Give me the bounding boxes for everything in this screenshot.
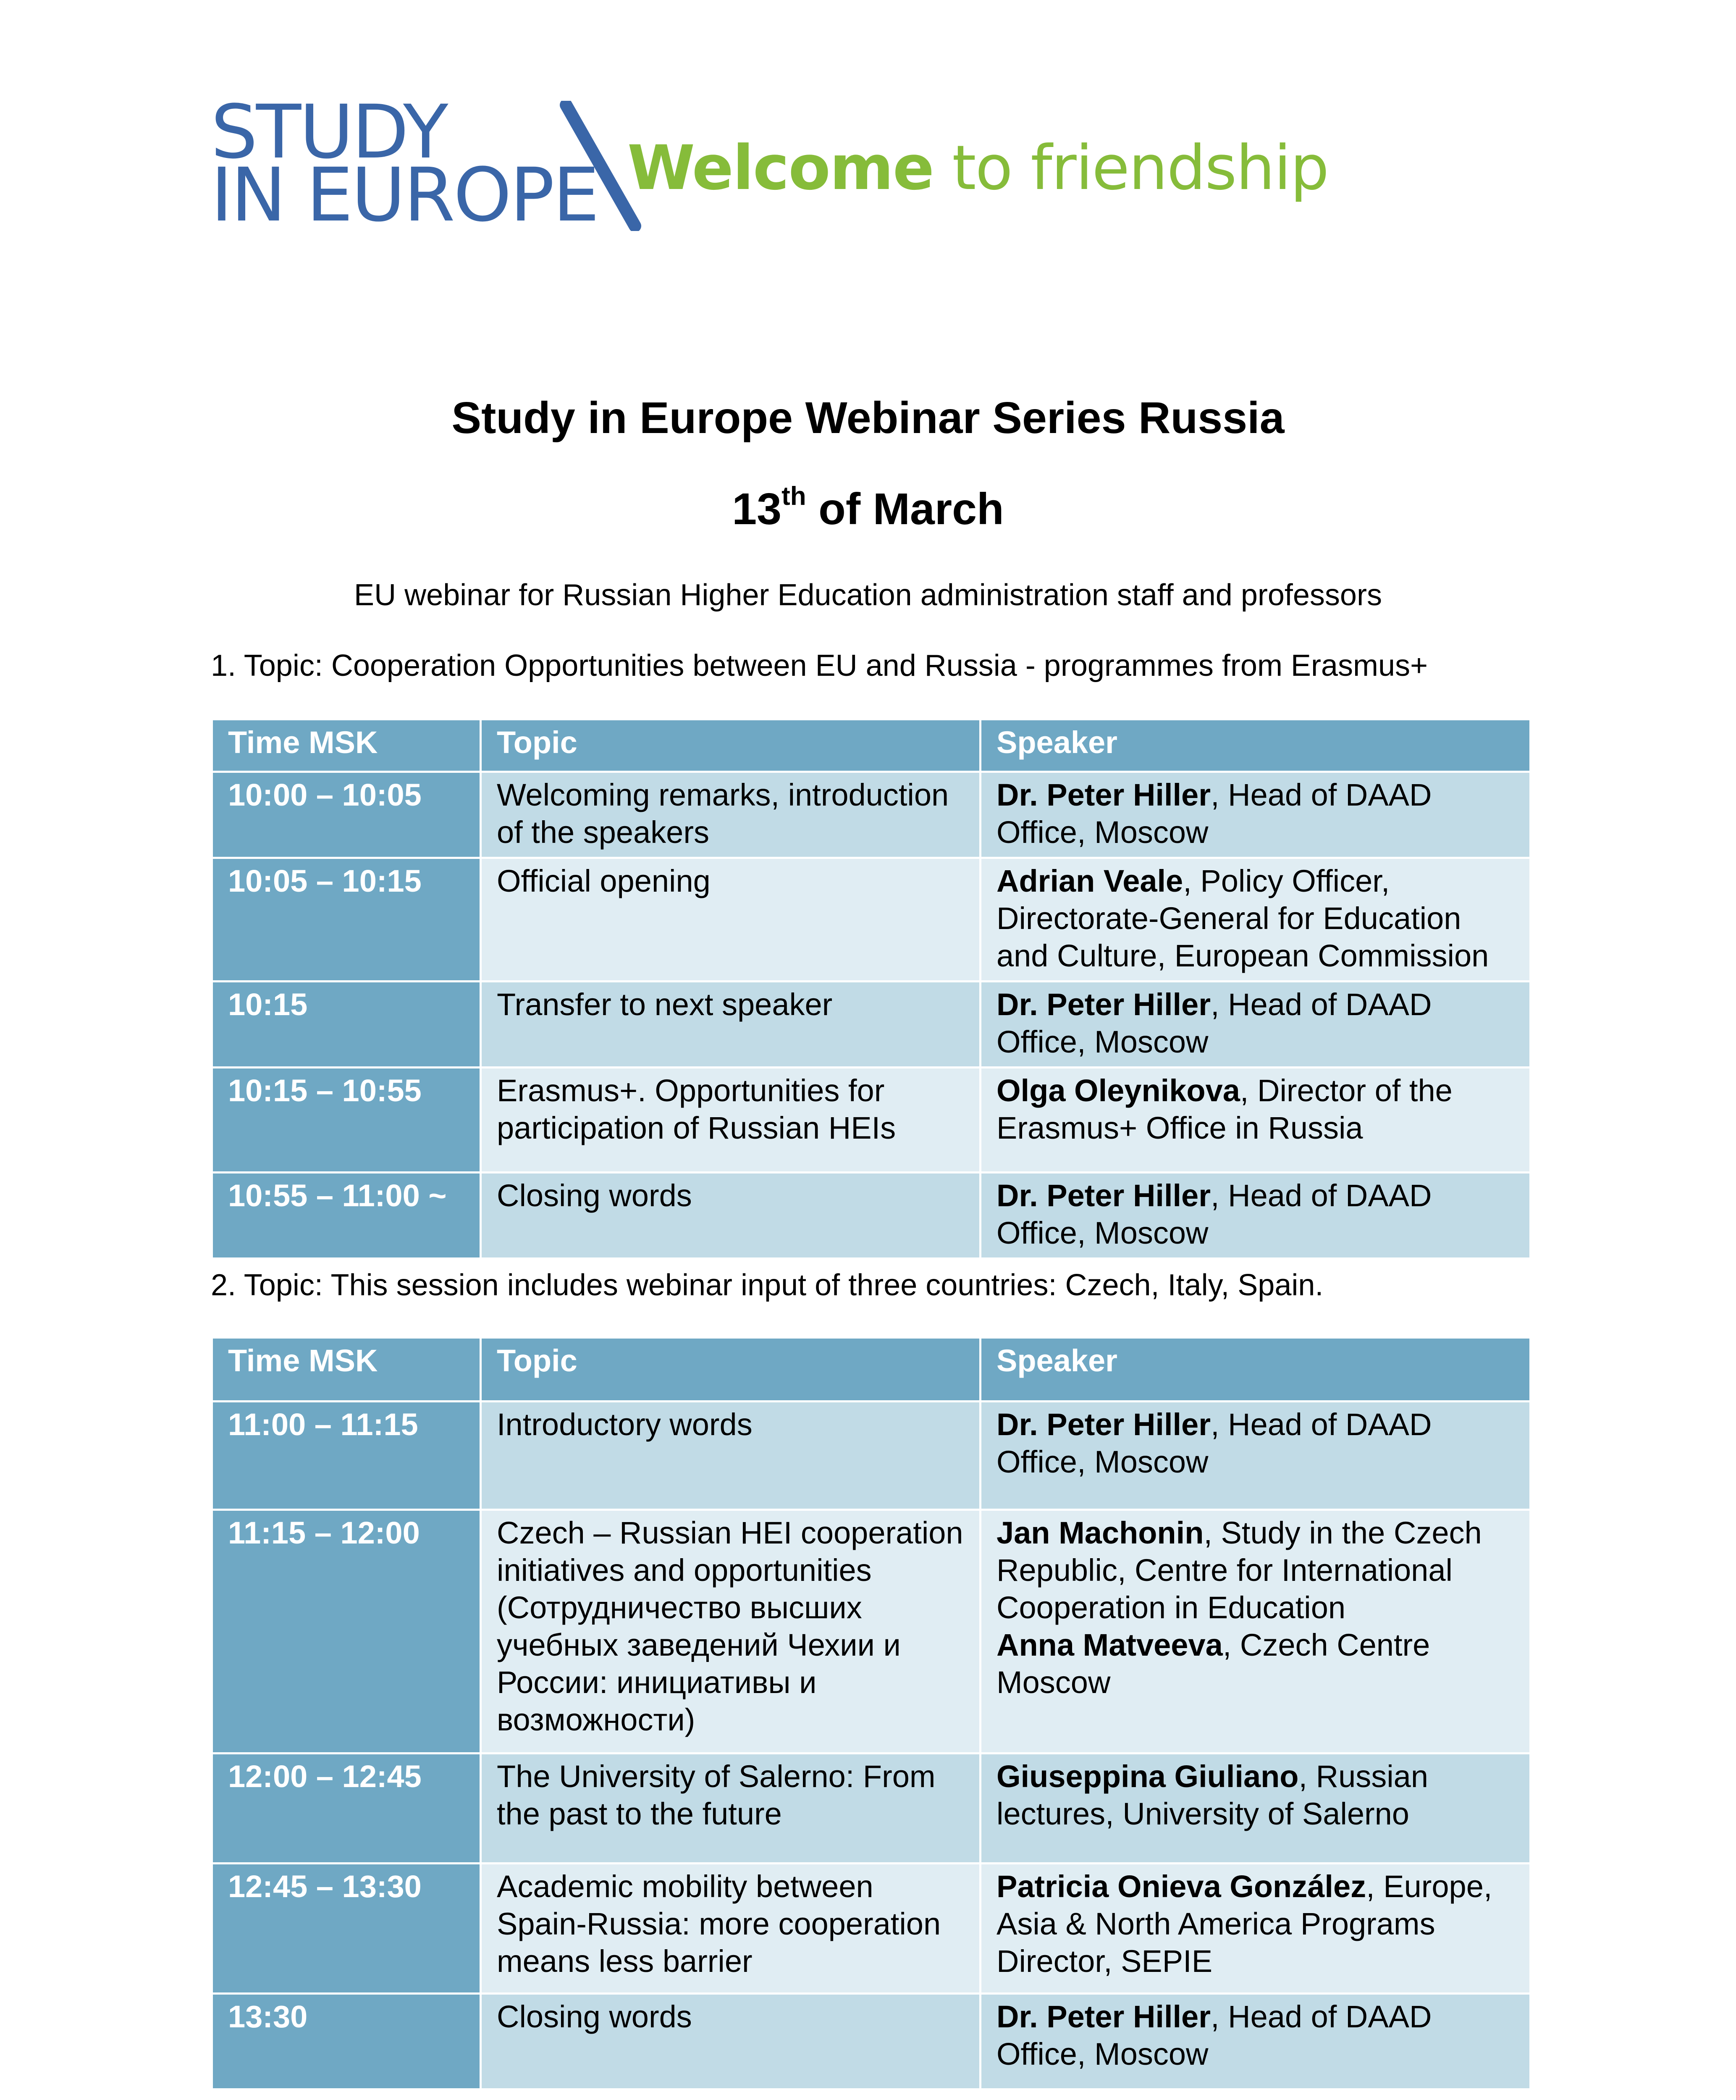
speaker-cell: [981, 772, 1531, 858]
speaker-cell: [981, 1510, 1531, 1754]
schedule-table-1: [211, 718, 1531, 1260]
topic-cell: The University of Salerno: From the past to the future: [481, 1754, 981, 1864]
speaker-entry: [996, 1514, 1514, 1626]
speaker-role: , Europe, Asia & North America Programs Director, SEPIE: [996, 1869, 1492, 1979]
header-speaker: Speaker: [981, 719, 1531, 772]
topic-cell: Transfer to next speaker: [481, 982, 981, 1068]
speaker-cell: [981, 1864, 1531, 1994]
section-1-topic: 1. Topic: Cooperation Opportunities between EU and Russia - programmes from Erasmus+: [211, 649, 1428, 682]
speaker-role: , Study in the Czech Republic, Centre for International Cooperation in Education: [996, 1515, 1482, 1625]
speaker-cell: [981, 1754, 1531, 1864]
logo-tagline: [627, 126, 1328, 210]
table-row: [212, 982, 1531, 1068]
speaker-name: Patricia Onieva González: [996, 1869, 1366, 1904]
topic-cell: Czech – Russian HEI cooperation initiatives and opportunities (Сотрудничество высших учебных заведений Чехии и России: инициативы и возможности): [481, 1510, 981, 1754]
speaker-role: , Head of DAAD Office, Moscow: [996, 1407, 1432, 1479]
header-speaker: Speaker: [981, 1338, 1531, 1402]
subtitle: EU webinar for Russian Higher Education administration staff and professors: [354, 578, 1382, 612]
table-row: [212, 858, 1531, 982]
header-topic: Topic: [481, 1338, 981, 1402]
speaker-name: Dr. Peter Hiller: [996, 1407, 1211, 1442]
speaker-name: Dr. Peter Hiller: [996, 987, 1211, 1022]
speaker-role: , Head of DAAD Office, Moscow: [996, 1999, 1432, 2071]
speaker-name: Dr. Peter Hiller: [996, 777, 1211, 812]
time-cell: 11:15 – 12:00: [212, 1510, 481, 1754]
speaker-role: , Head of DAAD Office, Moscow: [996, 777, 1432, 850]
event-date: [0, 480, 1736, 538]
speaker-name: Adrian Veale: [996, 864, 1183, 898]
speaker-role: , Russian lectures, University of Salerno: [996, 1759, 1428, 1831]
speaker-role: , Director of the Erasmus+ Office in Russia: [996, 1073, 1453, 1145]
table-row: [212, 772, 1531, 858]
table-header-row: [212, 719, 1531, 772]
header-time: Time MSK: [212, 1338, 481, 1402]
speaker-name: Jan Machonin: [996, 1515, 1204, 1550]
speaker-cell: [981, 1994, 1531, 2090]
section-2-topic: 2. Topic: This session includes webinar input of three countries: Czech, Italy, Spain.: [211, 1268, 1324, 1302]
speaker-name: Dr. Peter Hiller: [996, 1178, 1211, 1213]
date-suffix: th: [781, 481, 806, 511]
topic-cell: Closing words: [481, 1173, 981, 1259]
table-row: [212, 1994, 1531, 2090]
logo-line-2: IN EUROPE: [211, 152, 598, 238]
speaker-cell: [981, 858, 1531, 982]
time-cell: 12:45 – 13:30: [212, 1864, 481, 1994]
study-in-europe-logo: [211, 89, 1329, 239]
speaker-name: Olga Oleynikova: [996, 1073, 1240, 1108]
speaker-name: Giuseppina Giuliano: [996, 1759, 1299, 1794]
time-cell: 10:55 – 11:00 ~: [212, 1173, 481, 1259]
time-cell: 13:30: [212, 1994, 481, 2090]
speaker-role: , Head of DAAD Office, Moscow: [996, 987, 1432, 1059]
table-row: [212, 1510, 1531, 1754]
table-row: [212, 1754, 1531, 1864]
table-row: [212, 1173, 1531, 1259]
speaker-role: , Head of DAAD Office, Moscow: [996, 1178, 1432, 1250]
speaker-role: , Policy Officer, Directorate-General for Education and Culture, European Commission: [996, 864, 1489, 973]
logo-line-1: STUDY: [211, 89, 447, 175]
table-row: [212, 1402, 1531, 1510]
topic-cell: Official opening: [481, 858, 981, 982]
speaker-cell: [981, 1402, 1531, 1510]
speaker-role: , Czech Centre Moscow: [996, 1628, 1430, 1700]
date-rest: of March: [806, 484, 1004, 534]
speaker-cell: [981, 1068, 1531, 1173]
time-cell: 10:15: [212, 982, 481, 1068]
header-time: Time MSK: [212, 719, 481, 772]
speaker-cell: [981, 982, 1531, 1068]
time-cell: 12:00 – 12:45: [212, 1754, 481, 1864]
topic-cell: Erasmus+. Opportunities for participation of Russian HEIs: [481, 1068, 981, 1173]
topic-cell: Welcoming remarks, introduction of the speakers: [481, 772, 981, 858]
table-header-row: [212, 1338, 1531, 1402]
speaker-cell: [981, 1173, 1531, 1259]
logo-tagline-rest: to friendship: [933, 132, 1329, 204]
schedule-table-2: [211, 1336, 1531, 2090]
topic-cell: Academic mobility between Spain-Russia: more cooperation means less barrier: [481, 1864, 981, 1994]
time-cell: 11:00 – 11:15: [212, 1402, 481, 1510]
table-row: [212, 1068, 1531, 1173]
date-day: 13: [732, 484, 782, 534]
table-row: [212, 1864, 1531, 1994]
topic-cell: Closing words: [481, 1994, 981, 2090]
time-cell: 10:05 – 10:15: [212, 858, 481, 982]
speaker-name: Anna Matveeva: [996, 1628, 1223, 1662]
topic-cell: Introductory words: [481, 1402, 981, 1510]
time-cell: 10:00 – 10:05: [212, 772, 481, 858]
header-topic: Topic: [481, 719, 981, 772]
time-cell: 10:15 – 10:55: [212, 1068, 481, 1173]
speaker-entry: [996, 1626, 1514, 1701]
logo-tagline-bold: Welcome: [627, 132, 934, 204]
speaker-name: Dr. Peter Hiller: [996, 1999, 1211, 2034]
page-title: Study in Europe Webinar Series Russia: [451, 393, 1285, 443]
